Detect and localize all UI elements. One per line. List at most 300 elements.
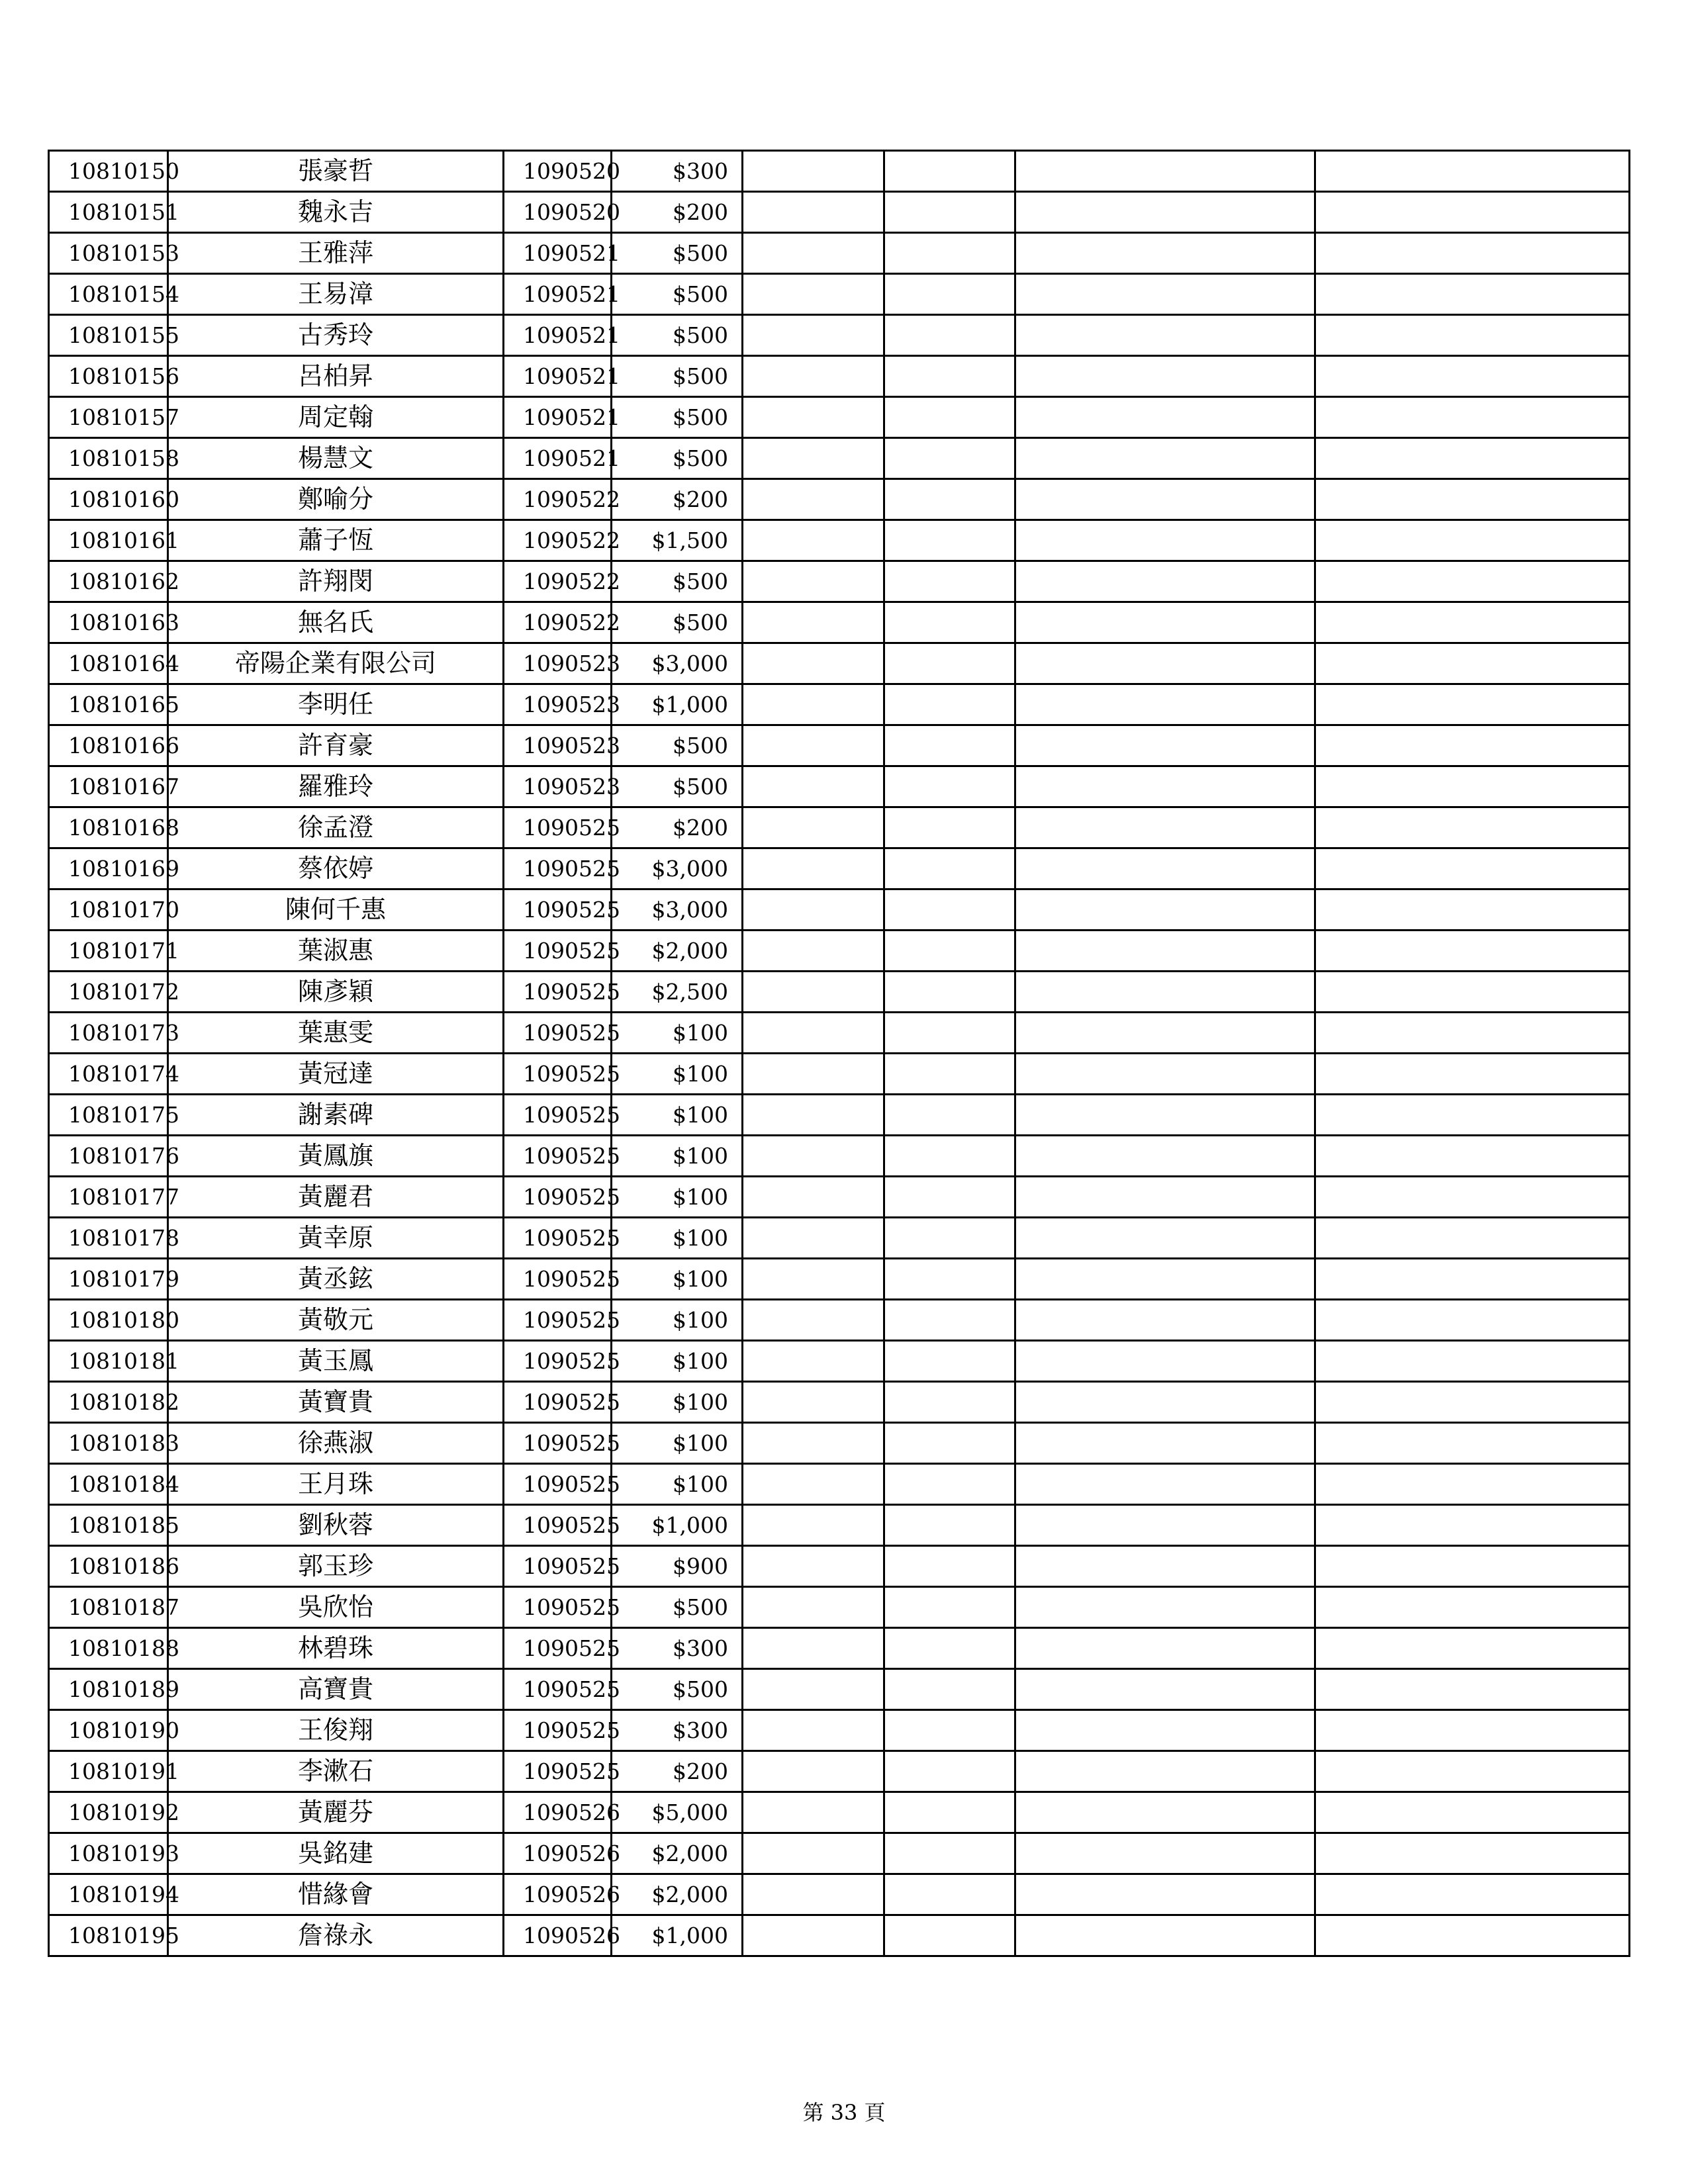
empty-cell xyxy=(1315,1505,1630,1546)
table-row xyxy=(49,1259,1630,1300)
donation-date-cell: 1090523 xyxy=(504,643,612,684)
receipt-number-cell: 10810194 xyxy=(49,1874,168,1915)
amount-cell: $200 xyxy=(612,192,743,233)
empty-cell xyxy=(1315,438,1630,479)
donor-name-cell: 黃冠達 xyxy=(168,1054,504,1095)
table-row xyxy=(49,1341,1630,1382)
donation-date-cell: 1090525 xyxy=(504,1423,612,1464)
empty-cell xyxy=(884,931,1015,972)
donation-date-cell: 1090525 xyxy=(504,1751,612,1792)
empty-cell xyxy=(1315,684,1630,725)
receipt-number-cell: 10810191 xyxy=(49,1751,168,1792)
amount-cell: $900 xyxy=(612,1546,743,1587)
empty-cell xyxy=(743,1505,884,1546)
empty-cell xyxy=(1315,848,1630,889)
empty-cell xyxy=(884,520,1015,561)
empty-cell xyxy=(1015,561,1315,602)
receipt-number-cell: 10810156 xyxy=(49,356,168,397)
receipt-number-cell: 10810174 xyxy=(49,1054,168,1095)
empty-cell xyxy=(1315,479,1630,520)
amount-cell: $200 xyxy=(612,807,743,848)
empty-cell xyxy=(884,1792,1015,1833)
empty-cell xyxy=(743,1177,884,1218)
empty-cell xyxy=(884,151,1015,192)
table-row xyxy=(49,1587,1630,1628)
empty-cell xyxy=(743,602,884,643)
donation-date-cell: 1090521 xyxy=(504,233,612,274)
receipt-number-cell: 10810182 xyxy=(49,1382,168,1423)
donation-date-cell: 1090525 xyxy=(504,1341,612,1382)
donor-name-cell: 帝陽企業有限公司 xyxy=(168,643,504,684)
empty-cell xyxy=(743,807,884,848)
empty-cell xyxy=(884,848,1015,889)
empty-cell xyxy=(1315,397,1630,438)
empty-cell xyxy=(1015,807,1315,848)
empty-cell xyxy=(1315,1300,1630,1341)
donation-date-cell: 1090521 xyxy=(504,438,612,479)
ledger-body xyxy=(49,151,1630,1956)
receipt-number-cell: 10810186 xyxy=(49,1546,168,1587)
empty-cell xyxy=(884,643,1015,684)
table-row xyxy=(49,1423,1630,1464)
empty-cell xyxy=(743,1710,884,1751)
empty-cell xyxy=(884,1751,1015,1792)
empty-cell xyxy=(1015,520,1315,561)
empty-cell xyxy=(1315,1464,1630,1505)
table-row xyxy=(49,356,1630,397)
donor-name-cell: 李漱石 xyxy=(168,1751,504,1792)
donation-date-cell: 1090521 xyxy=(504,274,612,315)
donor-name-cell: 陳何千惠 xyxy=(168,889,504,931)
empty-cell xyxy=(884,1505,1015,1546)
donor-name-cell: 謝素碑 xyxy=(168,1095,504,1136)
donation-date-cell: 1090525 xyxy=(504,1628,612,1669)
donor-name-cell: 王易漳 xyxy=(168,274,504,315)
receipt-number-cell: 10810165 xyxy=(49,684,168,725)
empty-cell xyxy=(884,766,1015,807)
empty-cell xyxy=(1015,1423,1315,1464)
empty-cell xyxy=(884,356,1015,397)
amount-cell: $100 xyxy=(612,1259,743,1300)
page-number: 第 33 頁 xyxy=(802,2100,886,2125)
donor-name-cell: 楊慧文 xyxy=(168,438,504,479)
amount-cell: $500 xyxy=(612,233,743,274)
empty-cell xyxy=(1315,1628,1630,1669)
empty-cell xyxy=(884,274,1015,315)
empty-cell xyxy=(884,397,1015,438)
amount-cell: $1,500 xyxy=(612,520,743,561)
receipt-number-cell: 10810153 xyxy=(49,233,168,274)
donor-name-cell: 許翔閔 xyxy=(168,561,504,602)
empty-cell xyxy=(743,1054,884,1095)
empty-cell xyxy=(884,192,1015,233)
empty-cell xyxy=(1315,1546,1630,1587)
amount-cell: $2,000 xyxy=(612,931,743,972)
donor-name-cell: 黃幸原 xyxy=(168,1218,504,1259)
donation-date-cell: 1090525 xyxy=(504,1013,612,1054)
receipt-number-cell: 10810155 xyxy=(49,315,168,356)
donor-name-cell: 王俊翔 xyxy=(168,1710,504,1751)
donation-date-cell: 1090525 xyxy=(504,1546,612,1587)
table-row xyxy=(49,1915,1630,1956)
amount-cell: $3,000 xyxy=(612,848,743,889)
receipt-number-cell: 10810167 xyxy=(49,766,168,807)
donation-date-cell: 1090521 xyxy=(504,356,612,397)
empty-cell xyxy=(884,479,1015,520)
empty-cell xyxy=(743,684,884,725)
empty-cell xyxy=(884,1382,1015,1423)
empty-cell xyxy=(743,1628,884,1669)
amount-cell: $500 xyxy=(612,766,743,807)
table-row xyxy=(49,1300,1630,1341)
table-row xyxy=(49,1546,1630,1587)
table-row xyxy=(49,1177,1630,1218)
empty-cell xyxy=(1015,315,1315,356)
empty-cell xyxy=(884,1136,1015,1177)
donation-date-cell: 1090525 xyxy=(504,1218,612,1259)
empty-cell xyxy=(743,520,884,561)
empty-cell xyxy=(1015,1628,1315,1669)
donation-date-cell: 1090525 xyxy=(504,1177,612,1218)
receipt-number-cell: 10810171 xyxy=(49,931,168,972)
receipt-number-cell: 10810183 xyxy=(49,1423,168,1464)
receipt-number-cell: 10810170 xyxy=(49,889,168,931)
empty-cell xyxy=(1315,1874,1630,1915)
table-row xyxy=(49,889,1630,931)
empty-cell xyxy=(743,1464,884,1505)
donation-date-cell: 1090525 xyxy=(504,1587,612,1628)
empty-cell xyxy=(884,1423,1015,1464)
table-row xyxy=(49,1013,1630,1054)
amount-cell: $500 xyxy=(612,1669,743,1710)
donation-date-cell: 1090525 xyxy=(504,889,612,931)
donor-name-cell: 黃玉鳳 xyxy=(168,1341,504,1382)
receipt-number-cell: 10810154 xyxy=(49,274,168,315)
empty-cell xyxy=(743,1423,884,1464)
empty-cell xyxy=(1315,1792,1630,1833)
receipt-number-cell: 10810190 xyxy=(49,1710,168,1751)
empty-cell xyxy=(1315,972,1630,1013)
empty-cell xyxy=(743,1300,884,1341)
donation-date-cell: 1090521 xyxy=(504,315,612,356)
empty-cell xyxy=(743,151,884,192)
table-row xyxy=(49,1792,1630,1833)
table-row xyxy=(49,1505,1630,1546)
empty-cell xyxy=(1315,643,1630,684)
empty-cell xyxy=(1315,889,1630,931)
empty-cell xyxy=(1015,1464,1315,1505)
empty-cell xyxy=(743,1095,884,1136)
empty-cell xyxy=(1315,192,1630,233)
donation-date-cell: 1090525 xyxy=(504,1505,612,1546)
empty-cell xyxy=(1015,1505,1315,1546)
amount-cell: $100 xyxy=(612,1341,743,1382)
receipt-number-cell: 10810180 xyxy=(49,1300,168,1341)
receipt-number-cell: 10810168 xyxy=(49,807,168,848)
amount-cell: $500 xyxy=(612,397,743,438)
empty-cell xyxy=(1315,766,1630,807)
table-row xyxy=(49,1874,1630,1915)
table-row xyxy=(49,1751,1630,1792)
empty-cell xyxy=(1015,1833,1315,1874)
amount-cell: $500 xyxy=(612,1587,743,1628)
table-row xyxy=(49,1833,1630,1874)
empty-cell xyxy=(884,1177,1015,1218)
table-row xyxy=(49,561,1630,602)
empty-cell xyxy=(1015,233,1315,274)
donor-name-cell: 林碧珠 xyxy=(168,1628,504,1669)
empty-cell xyxy=(743,1915,884,1956)
empty-cell xyxy=(1015,1874,1315,1915)
donation-date-cell: 1090525 xyxy=(504,931,612,972)
empty-cell xyxy=(1015,438,1315,479)
empty-cell xyxy=(884,725,1015,766)
empty-cell xyxy=(1015,1095,1315,1136)
empty-cell xyxy=(1015,1054,1315,1095)
table-row xyxy=(49,1628,1630,1669)
empty-cell xyxy=(743,1259,884,1300)
amount-cell: $300 xyxy=(612,151,743,192)
empty-cell xyxy=(884,1341,1015,1382)
receipt-number-cell: 10810188 xyxy=(49,1628,168,1669)
donor-name-cell: 王雅萍 xyxy=(168,233,504,274)
amount-cell: $1,000 xyxy=(612,1915,743,1956)
receipt-number-cell: 10810179 xyxy=(49,1259,168,1300)
donor-name-cell: 李明任 xyxy=(168,684,504,725)
donor-name-cell: 詹祿永 xyxy=(168,1915,504,1956)
amount-cell: $2,000 xyxy=(612,1874,743,1915)
donation-date-cell: 1090526 xyxy=(504,1833,612,1874)
donation-date-cell: 1090525 xyxy=(504,1669,612,1710)
empty-cell xyxy=(743,643,884,684)
empty-cell xyxy=(884,807,1015,848)
empty-cell xyxy=(884,1669,1015,1710)
empty-cell xyxy=(1015,1300,1315,1341)
table-row xyxy=(49,972,1630,1013)
donor-name-cell: 葉淑惠 xyxy=(168,931,504,972)
donation-date-cell: 1090525 xyxy=(504,807,612,848)
table-row xyxy=(49,397,1630,438)
table-row xyxy=(49,274,1630,315)
amount-cell: $100 xyxy=(612,1095,743,1136)
donor-name-cell: 羅雅玲 xyxy=(168,766,504,807)
amount-cell: $100 xyxy=(612,1464,743,1505)
empty-cell xyxy=(1015,1218,1315,1259)
empty-cell xyxy=(884,1628,1015,1669)
receipt-number-cell: 10810187 xyxy=(49,1587,168,1628)
empty-cell xyxy=(1315,1669,1630,1710)
receipt-number-cell: 10810178 xyxy=(49,1218,168,1259)
amount-cell: $300 xyxy=(612,1710,743,1751)
empty-cell xyxy=(884,1300,1015,1341)
empty-cell xyxy=(1315,1833,1630,1874)
donation-date-cell: 1090523 xyxy=(504,766,612,807)
empty-cell xyxy=(1015,1751,1315,1792)
donor-name-cell: 吳欣怡 xyxy=(168,1587,504,1628)
empty-cell xyxy=(1315,1710,1630,1751)
empty-cell xyxy=(1315,1341,1630,1382)
amount-cell: $100 xyxy=(612,1177,743,1218)
table-row xyxy=(49,684,1630,725)
table-row xyxy=(49,233,1630,274)
donation-date-cell: 1090521 xyxy=(504,397,612,438)
donation-date-cell: 1090523 xyxy=(504,725,612,766)
donation-date-cell: 1090525 xyxy=(504,1710,612,1751)
empty-cell xyxy=(743,315,884,356)
amount-cell: $500 xyxy=(612,356,743,397)
empty-cell xyxy=(1015,1341,1315,1382)
empty-cell xyxy=(743,931,884,972)
empty-cell xyxy=(884,684,1015,725)
donor-name-cell: 黃麗芬 xyxy=(168,1792,504,1833)
table-row xyxy=(49,848,1630,889)
amount-cell: $3,000 xyxy=(612,889,743,931)
empty-cell xyxy=(743,848,884,889)
empty-cell xyxy=(1015,889,1315,931)
empty-cell xyxy=(1015,1546,1315,1587)
receipt-number-cell: 10810163 xyxy=(49,602,168,643)
empty-cell xyxy=(1315,1915,1630,1956)
donor-name-cell: 黃麗君 xyxy=(168,1177,504,1218)
amount-cell: $2,500 xyxy=(612,972,743,1013)
donor-name-cell: 古秀玲 xyxy=(168,315,504,356)
empty-cell xyxy=(1015,192,1315,233)
amount-cell: $500 xyxy=(612,315,743,356)
empty-cell xyxy=(1015,684,1315,725)
empty-cell xyxy=(1015,1259,1315,1300)
empty-cell xyxy=(743,1669,884,1710)
empty-cell xyxy=(1015,1382,1315,1423)
empty-cell xyxy=(884,1095,1015,1136)
empty-cell xyxy=(743,766,884,807)
donation-date-cell: 1090520 xyxy=(504,192,612,233)
empty-cell xyxy=(743,1792,884,1833)
empty-cell xyxy=(1315,1136,1630,1177)
amount-cell: $500 xyxy=(612,725,743,766)
amount-cell: $500 xyxy=(612,274,743,315)
empty-cell xyxy=(884,889,1015,931)
receipt-number-cell: 10810192 xyxy=(49,1792,168,1833)
table-row xyxy=(49,438,1630,479)
amount-cell: $100 xyxy=(612,1423,743,1464)
table-row xyxy=(49,1382,1630,1423)
empty-cell xyxy=(1015,1587,1315,1628)
donation-date-cell: 1090525 xyxy=(504,1259,612,1300)
donation-date-cell: 1090525 xyxy=(504,1136,612,1177)
empty-cell xyxy=(884,561,1015,602)
amount-cell: $200 xyxy=(612,1751,743,1792)
table-row xyxy=(49,315,1630,356)
donor-name-cell: 高寶貴 xyxy=(168,1669,504,1710)
empty-cell xyxy=(1015,972,1315,1013)
empty-cell xyxy=(1015,479,1315,520)
empty-cell xyxy=(743,1136,884,1177)
receipt-number-cell: 10810193 xyxy=(49,1833,168,1874)
empty-cell xyxy=(884,315,1015,356)
table-row xyxy=(49,192,1630,233)
donation-date-cell: 1090525 xyxy=(504,1382,612,1423)
empty-cell xyxy=(1315,1382,1630,1423)
amount-cell: $500 xyxy=(612,561,743,602)
empty-cell xyxy=(1315,1218,1630,1259)
donation-ledger-table xyxy=(48,150,1630,1957)
amount-cell: $100 xyxy=(612,1300,743,1341)
donor-name-cell: 黃丞鉉 xyxy=(168,1259,504,1300)
empty-cell xyxy=(743,1874,884,1915)
empty-cell xyxy=(884,1218,1015,1259)
empty-cell xyxy=(1015,356,1315,397)
donation-date-cell: 1090525 xyxy=(504,1464,612,1505)
table-row xyxy=(49,725,1630,766)
empty-cell xyxy=(1015,397,1315,438)
table-row xyxy=(49,151,1630,192)
amount-cell: $3,000 xyxy=(612,643,743,684)
table-row xyxy=(49,1095,1630,1136)
donation-date-cell: 1090525 xyxy=(504,848,612,889)
donation-date-cell: 1090522 xyxy=(504,479,612,520)
empty-cell xyxy=(743,561,884,602)
amount-cell: $500 xyxy=(612,602,743,643)
empty-cell xyxy=(1015,643,1315,684)
empty-cell xyxy=(743,1218,884,1259)
empty-cell xyxy=(884,1054,1015,1095)
receipt-number-cell: 10810169 xyxy=(49,848,168,889)
empty-cell xyxy=(743,356,884,397)
empty-cell xyxy=(1315,274,1630,315)
empty-cell xyxy=(1315,356,1630,397)
donor-name-cell: 鄭喻分 xyxy=(168,479,504,520)
receipt-number-cell: 10810195 xyxy=(49,1915,168,1956)
empty-cell xyxy=(884,1587,1015,1628)
table-row xyxy=(49,931,1630,972)
donation-date-cell: 1090525 xyxy=(504,1054,612,1095)
amount-cell: $100 xyxy=(612,1218,743,1259)
amount-cell: $100 xyxy=(612,1382,743,1423)
donation-date-cell: 1090526 xyxy=(504,1915,612,1956)
empty-cell xyxy=(743,233,884,274)
empty-cell xyxy=(884,438,1015,479)
table-row xyxy=(49,1669,1630,1710)
empty-cell xyxy=(1015,1669,1315,1710)
empty-cell xyxy=(743,1587,884,1628)
empty-cell xyxy=(743,438,884,479)
empty-cell xyxy=(743,1341,884,1382)
donor-name-cell: 蔡依婷 xyxy=(168,848,504,889)
donor-name-cell: 徐燕淑 xyxy=(168,1423,504,1464)
empty-cell xyxy=(1315,1751,1630,1792)
receipt-number-cell: 10810189 xyxy=(49,1669,168,1710)
amount-cell: $100 xyxy=(612,1136,743,1177)
donation-date-cell: 1090526 xyxy=(504,1874,612,1915)
receipt-number-cell: 10810162 xyxy=(49,561,168,602)
receipt-number-cell: 10810173 xyxy=(49,1013,168,1054)
donor-name-cell: 郭玉珍 xyxy=(168,1546,504,1587)
empty-cell xyxy=(1015,725,1315,766)
empty-cell xyxy=(743,725,884,766)
receipt-number-cell: 10810172 xyxy=(49,972,168,1013)
amount-cell: $100 xyxy=(612,1013,743,1054)
receipt-number-cell: 10810177 xyxy=(49,1177,168,1218)
receipt-number-cell: 10810160 xyxy=(49,479,168,520)
donor-name-cell: 黃鳳旗 xyxy=(168,1136,504,1177)
empty-cell xyxy=(884,1710,1015,1751)
empty-cell xyxy=(1015,1915,1315,1956)
donor-name-cell: 陳彥穎 xyxy=(168,972,504,1013)
receipt-number-cell: 10810164 xyxy=(49,643,168,684)
donor-name-cell: 許育豪 xyxy=(168,725,504,766)
amount-cell: $300 xyxy=(612,1628,743,1669)
empty-cell xyxy=(1015,1792,1315,1833)
